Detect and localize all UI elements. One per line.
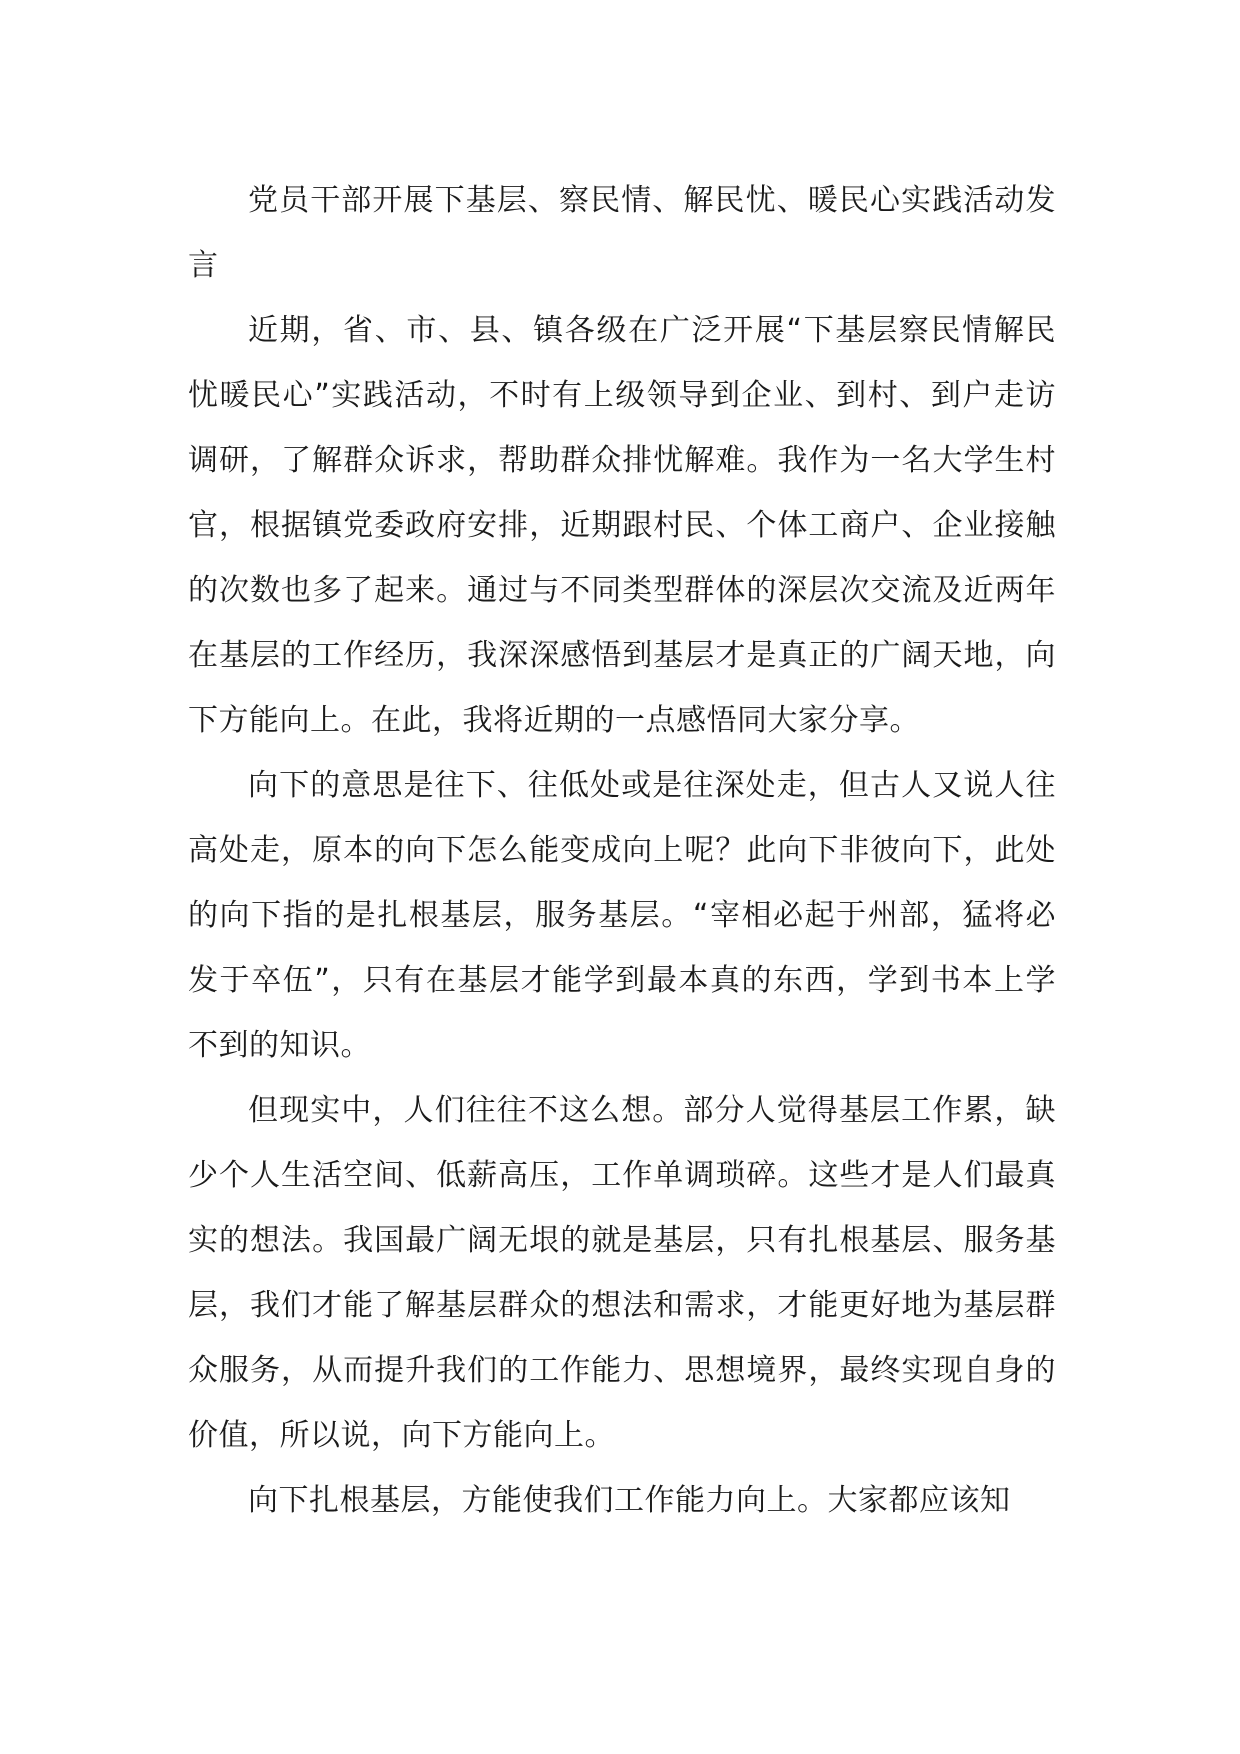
paragraph-3: 但现实中，人们往往不这么想。部分人觉得基层工作累，缺少个人生活空间、低薪高压，工作单调琐碎。这些才是人们最真实的想法。我国最广阔无垠的就是基层，只有扎根基层、服务基层，我们才能了解基层群众的想法和需求，才能更好地为基层群众服务，从而提升我们的工作能力、思想境界，最终实现自身的价值，所以说，向下方能向上。 (188, 1093, 1056, 1453)
paragraph-2: 向下的意思是往下、往低处或是往深处走，但古人又说人往高处走，原本的向下怎么能变成向上呢？此向下非彼向下，此处的向下指的是扎根基层，服务基层。“宰相必起于州部，猛将必发于卒伍”，只有在基层才能学到最本真的东西，学到书本上学不到的知识。 (188, 768, 1056, 1063)
paragraph-1: 近期，省、市、县、镇各级在广泛开展“下基层察民情解民忧暖民心”实践活动，不时有上级领导到企业、到村、到户走访调研，了解群众诉求，帮助群众排忧解难。我作为一名大学生村官，根据镇党委政府安排，近期跟村民、个体工商户、企业接触的次数也多了起来。通过与不同类型群体的深层次交流及近两年在基层的工作经历，我深深感悟到基层才是真正的广阔天地，向下方能向上。在此，我将近期的一点感悟同大家分享。 (188, 313, 1056, 738)
document-title: 党员干部开展下基层、察民情、解民忧、暖民心实践活动发言 (188, 183, 1056, 283)
paragraph-4: 向下扎根基层，方能使我们工作能力向上。大家都应该知 (248, 1483, 1011, 1518)
document-body (188, 168, 1056, 1533)
